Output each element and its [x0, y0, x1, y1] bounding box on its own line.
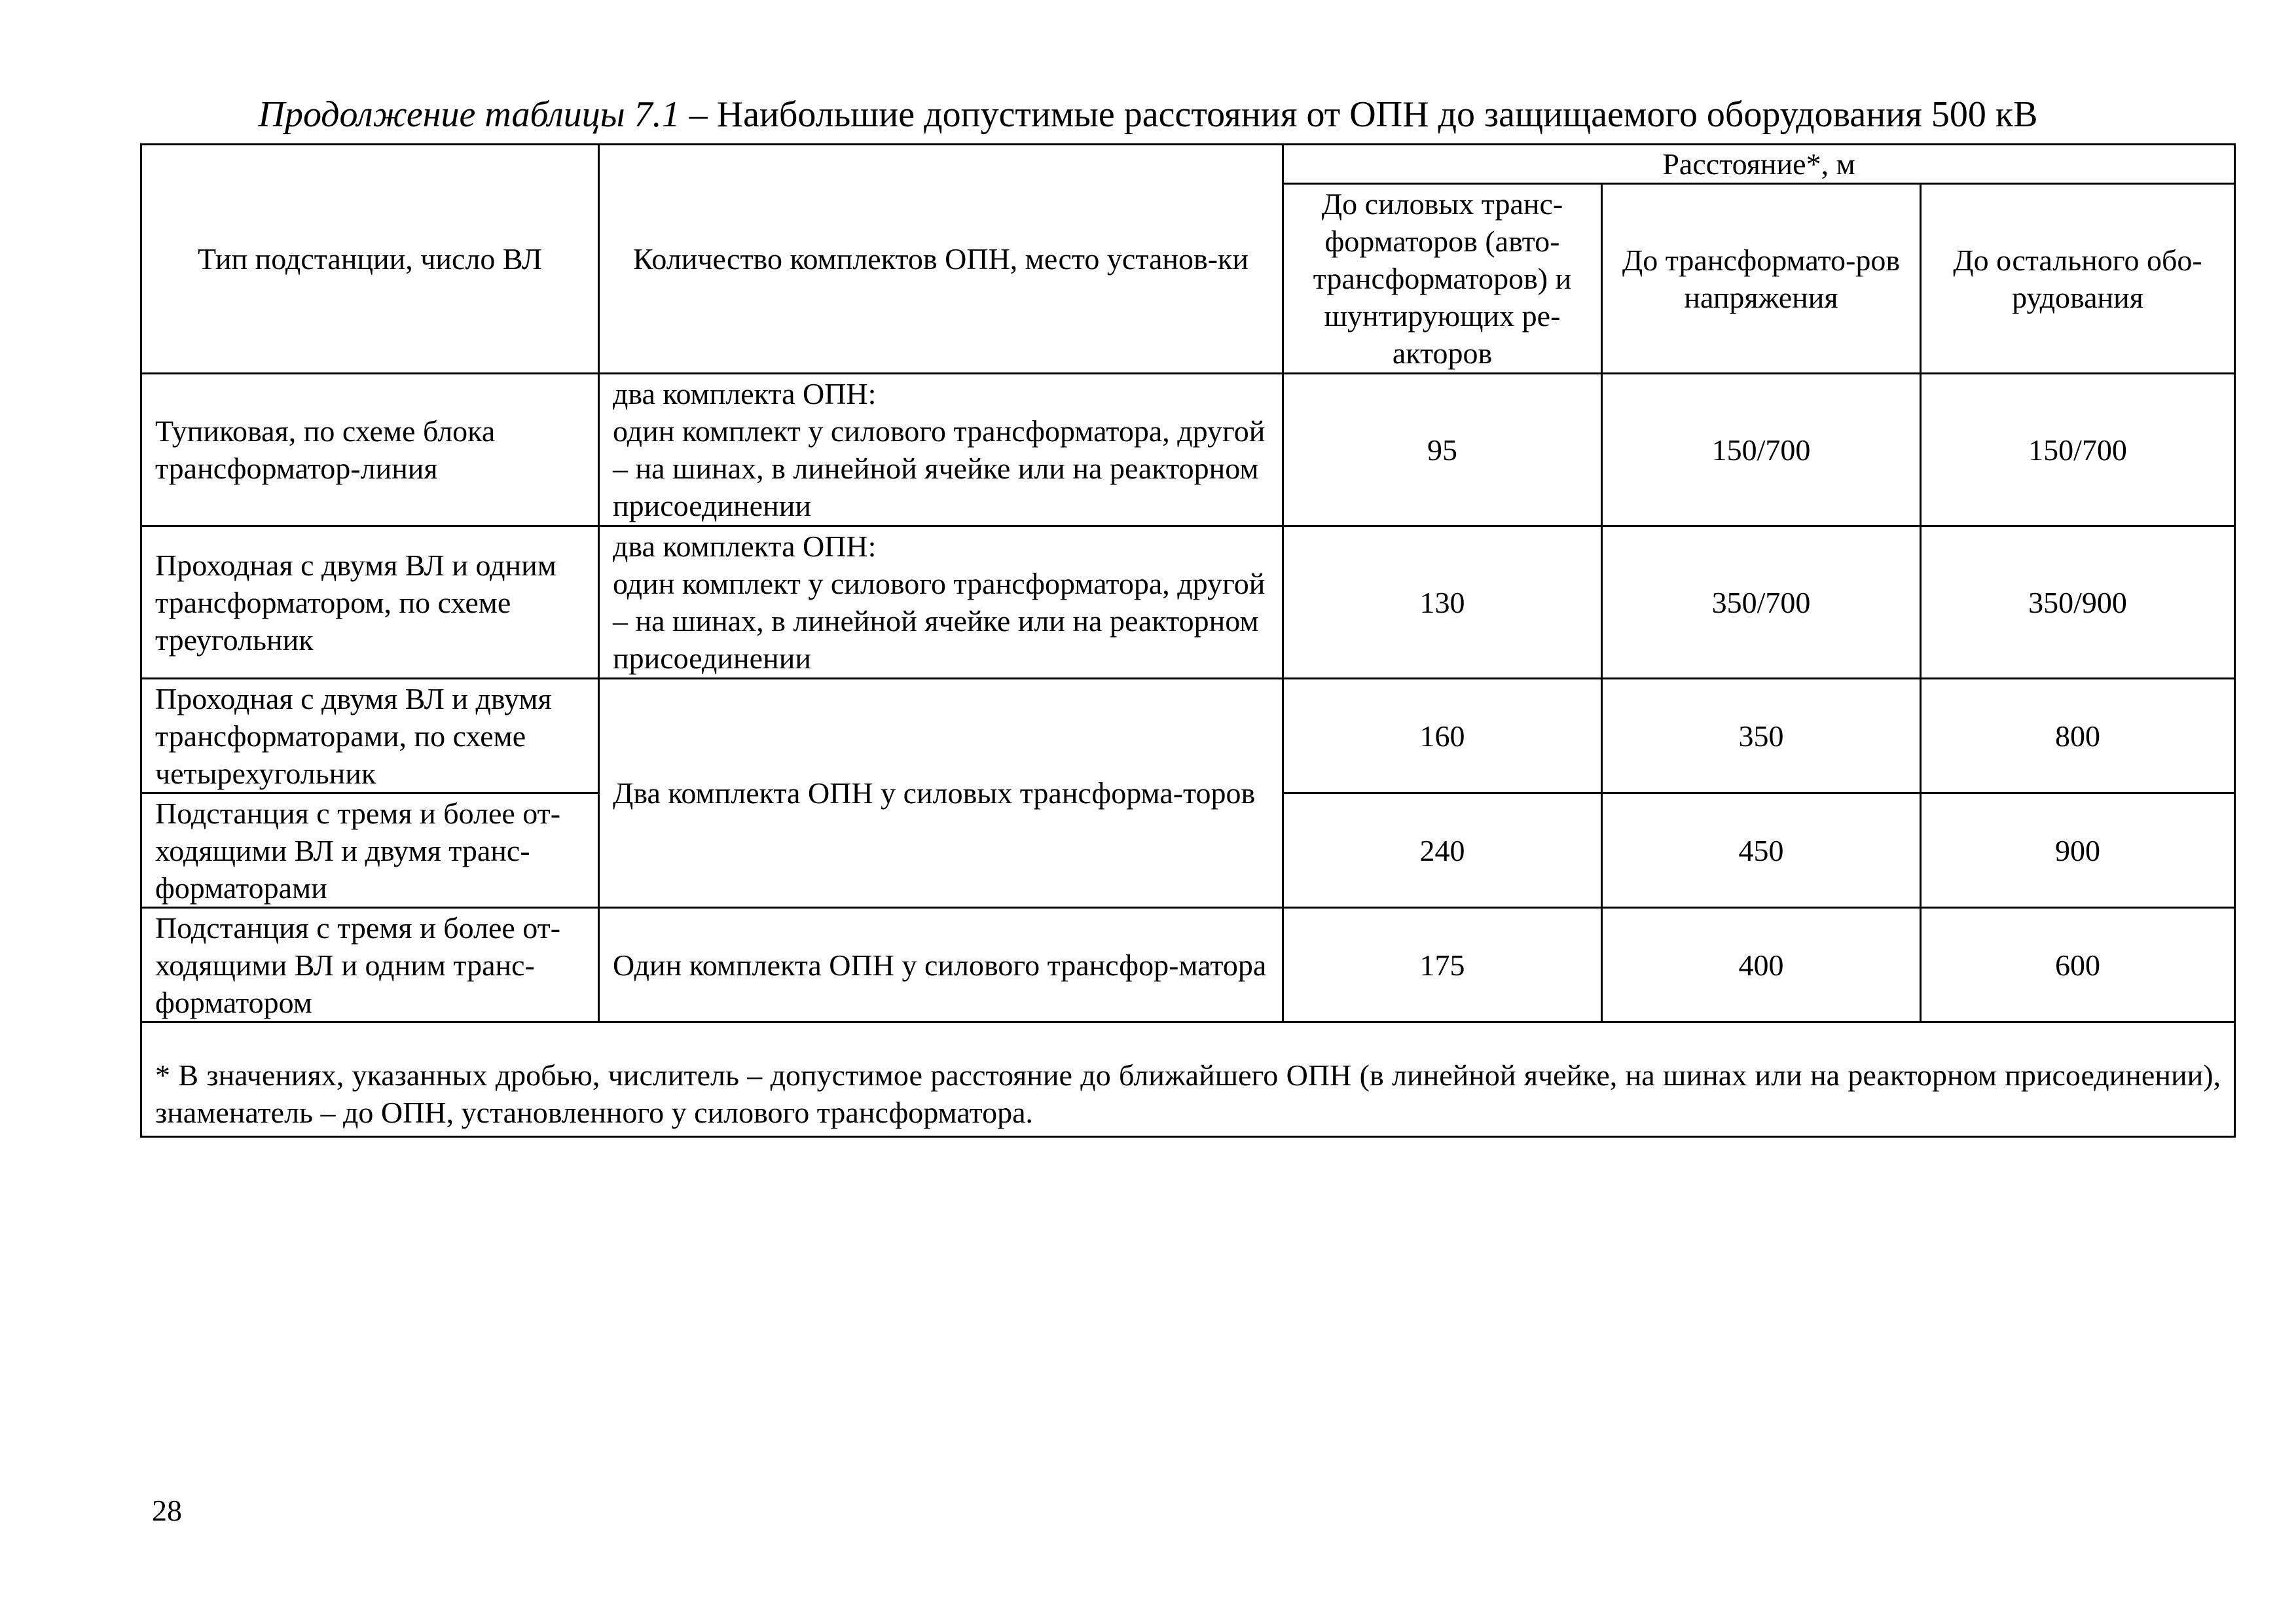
- cell-substation-type: Тупиковая, по схеме блока трансформатор-линия: [141, 374, 599, 526]
- cell-to-power-transformers: 130: [1283, 526, 1602, 679]
- header-distance-group: Расстояние*, м: [1283, 145, 2235, 184]
- cell-arrester-sets: Два комплекта ОПН у силовых трансформа-торов: [599, 679, 1283, 908]
- header-row: [141, 145, 2235, 184]
- cell-to-other-equipment: 800: [1921, 679, 2235, 793]
- cell-to-voltage-transformers: 150/700: [1602, 374, 1921, 526]
- distance-table: [140, 143, 2236, 1138]
- header-to-power-transformers: До силовых транс-форматоров (авто-трансформаторов) и шунтирующих ре-акторов: [1283, 184, 1602, 374]
- cell-substation-type: Проходная с двумя ВЛ и двумя трансформаторами, по схеме четырехугольник: [141, 679, 599, 793]
- cell-to-other-equipment: 350/900: [1921, 526, 2235, 679]
- table-caption: [0, 94, 2296, 135]
- cell-to-voltage-transformers: 350: [1602, 679, 1921, 793]
- cell-to-power-transformers: 175: [1283, 908, 1602, 1022]
- table-footnote: * В значениях, указанных дробью, числитель – допустимое расстояние до ближайшего ОПН (в линейной ячейке, на шинах или на реакторном присоединении), знаменатель – до ОПН, установленного у силового трансформатора.: [141, 1022, 2235, 1137]
- cell-to-power-transformers: 240: [1283, 793, 1602, 908]
- cell-to-voltage-transformers: 400: [1602, 908, 1921, 1022]
- cell-arrester-sets: два комплекта ОПН: один комплект у силового трансформатора, другой – на шинах, в линейной ячейке или на реакторном присоединении: [599, 374, 1283, 526]
- cell-arrester-sets: Один комплекта ОПН у силового трансфор-матора: [599, 908, 1283, 1022]
- table-row: [141, 679, 2235, 793]
- cell-arrester-sets: два комплекта ОПН: один комплект у силового трансформатора, другой – на шинах, в линейной ячейке или на реакторном присоединении: [599, 526, 1283, 679]
- cell-to-voltage-transformers: 350/700: [1602, 526, 1921, 679]
- page-number: 28: [152, 1494, 182, 1527]
- cell-to-other-equipment: 150/700: [1921, 374, 2235, 526]
- cell-substation-type: Подстанция с тремя и более от-ходящими ВЛ и двумя транс-форматорами: [141, 793, 599, 908]
- cell-to-power-transformers: 95: [1283, 374, 1602, 526]
- cell-to-other-equipment: 600: [1921, 908, 2235, 1022]
- header-arrester-sets: Количество комплектов ОПН, место установ-ки: [599, 145, 1283, 374]
- cell-to-other-equipment: 900: [1921, 793, 2235, 908]
- caption-continuation-label: Продолжение таблицы 7.1: [258, 94, 680, 135]
- cell-to-power-transformers: 160: [1283, 679, 1602, 793]
- cell-substation-type: Подстанция с тремя и более от-ходящими ВЛ и одним транс-форматором: [141, 908, 599, 1022]
- table-row: [141, 908, 2235, 1022]
- caption-title: – Наибольшие допустимые расстояния от ОПН до защищаемого оборудования 500 кВ: [680, 94, 2038, 135]
- cell-substation-type: Проходная с двумя ВЛ и одним трансформатором, по схеме треугольник: [141, 526, 599, 679]
- footnote-row: [141, 1022, 2235, 1137]
- header-to-voltage-transformers: До трансформато-ров напряжения: [1602, 184, 1921, 374]
- header-substation-type: Тип подстанции, число ВЛ: [141, 145, 599, 374]
- cell-to-voltage-transformers: 450: [1602, 793, 1921, 908]
- table-row: [141, 526, 2235, 679]
- table-row: [141, 374, 2235, 526]
- header-to-other-equipment: До остального обо-рудования: [1921, 184, 2235, 374]
